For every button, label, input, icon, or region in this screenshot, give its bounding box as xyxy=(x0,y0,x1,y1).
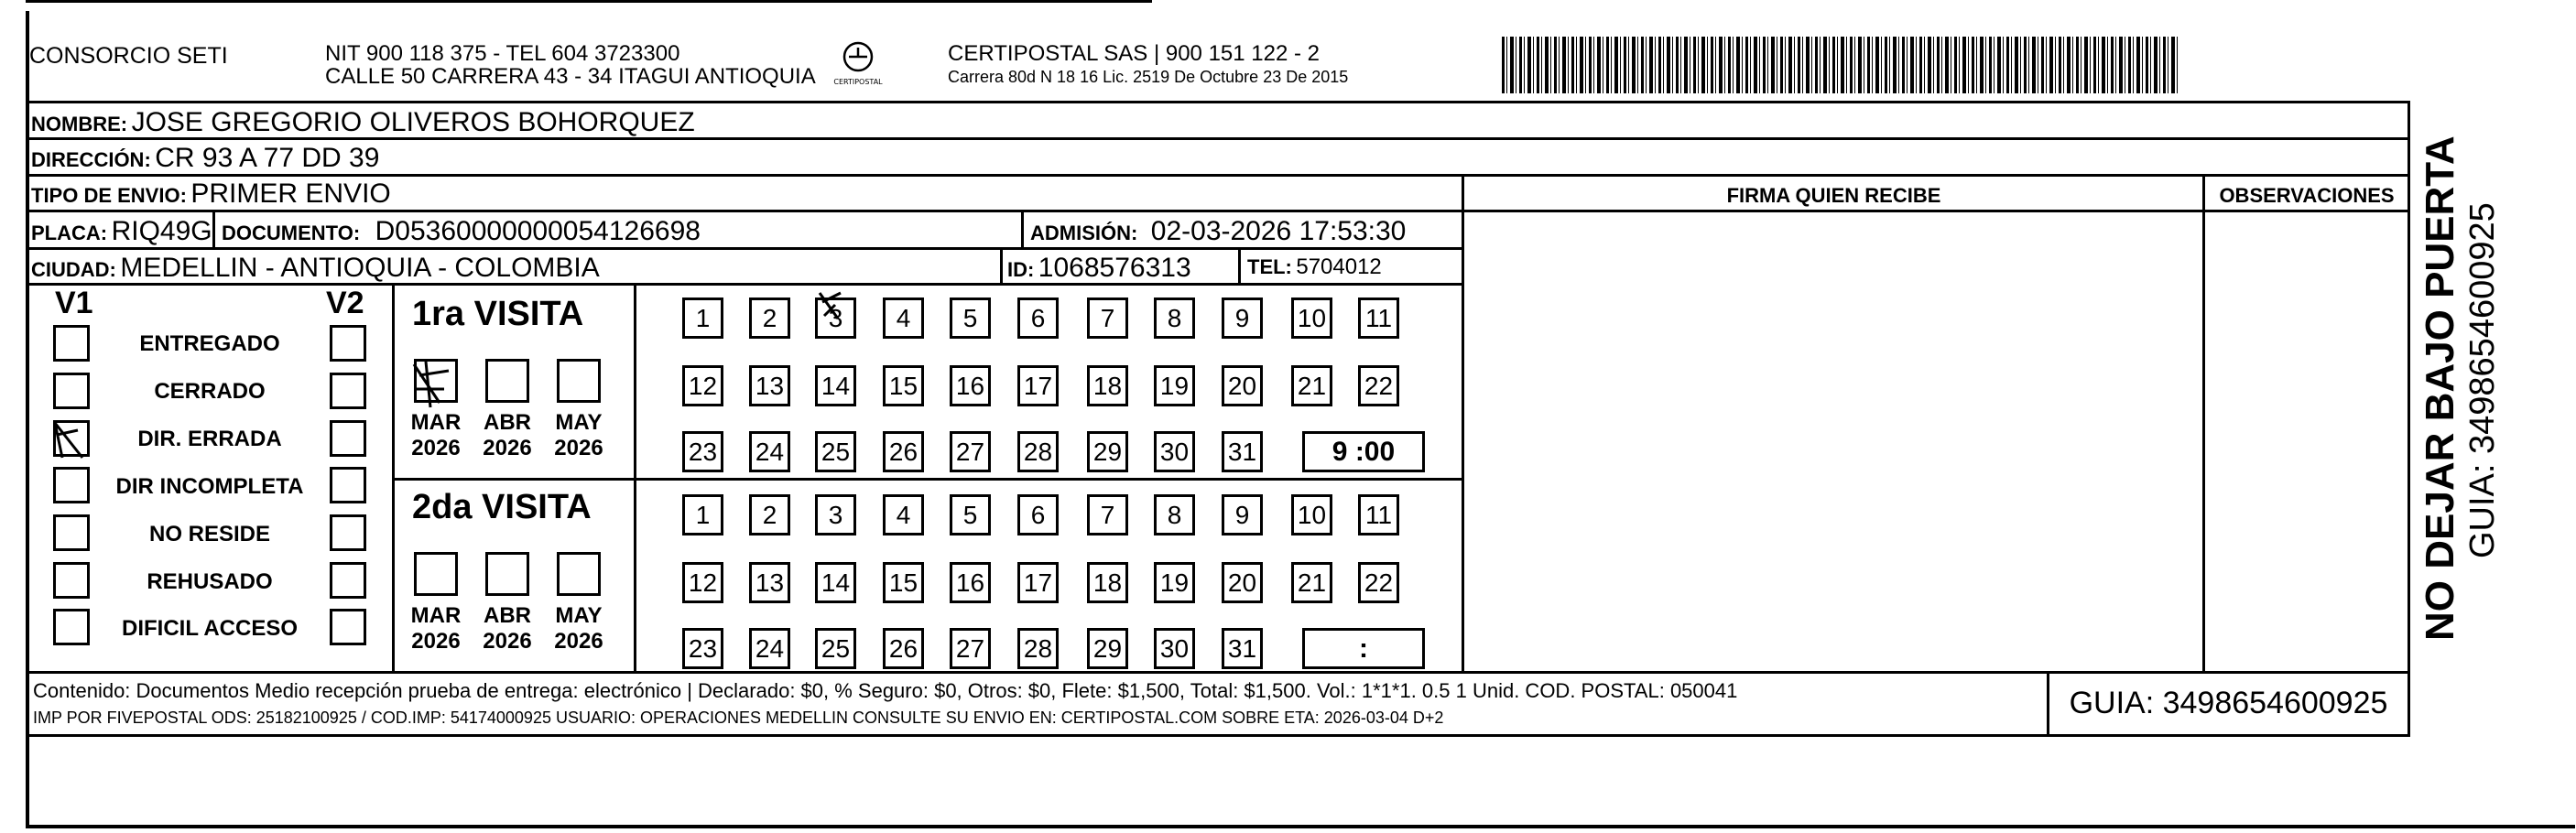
footer-content-line: Contenido: Documentos Medio recepción prueba de entrega: electrónico | Declarado: $0, % Seguro: $0, Otros: $0, Flete: $1,500, Total: $1,500. Vol.: 1*1*1. 0.5 1 Unid. COD. POSTAL: 050041 xyxy=(33,679,1738,702)
visit2-day-box[interactable]: 2 xyxy=(749,494,790,536)
visit2-day-box[interactable]: 9 xyxy=(1222,494,1263,536)
visit2-day-box[interactable]: 20 xyxy=(1222,562,1263,603)
visit2-day-box[interactable]: 7 xyxy=(1087,494,1128,536)
visit1-month-year: 2026 xyxy=(411,436,461,460)
mark-day-3 xyxy=(820,293,841,319)
visit1-day-box[interactable]: 27 xyxy=(950,431,991,472)
status-label: ENTREGADO xyxy=(139,331,280,356)
visit2-day-box[interactable]: 30 xyxy=(1154,628,1195,669)
admission-value: 02-03-2026 17:53:30 xyxy=(1150,216,1407,246)
signature-header: FIRMA QUIEN RECIBE xyxy=(1726,184,1941,207)
visit2-day-box[interactable]: 6 xyxy=(1017,494,1059,536)
visit1-day-box[interactable]: 31 xyxy=(1222,431,1263,472)
id-label: ID: xyxy=(1007,258,1035,281)
visit1-time-box[interactable]: 9 :00 xyxy=(1302,431,1425,472)
visit1-day-box[interactable]: 26 xyxy=(883,431,924,472)
address-value: CR 93 A 77 DD 39 xyxy=(155,143,380,173)
footer-imp-line: IMP POR FIVEPOSTAL ODS: 25182100925 / COD.IMP: 54174000925 USUARIO: OPERACIONES MEDELLIN CONSULTE SU ENVIO EN: CERTIPOSTAL.COM SOBRE ETA: 2026-03-04 D+2 xyxy=(33,709,1444,727)
visit2-day-box[interactable]: 13 xyxy=(749,562,790,603)
admission-label: ADMISIÓN: xyxy=(1030,222,1138,244)
company-name: CONSORCIO SETI xyxy=(29,43,228,69)
visit2-time-box[interactable]: : xyxy=(1302,628,1425,669)
visit2-day-box[interactable]: 21 xyxy=(1291,562,1332,603)
document-value: D05360000000054126698 xyxy=(375,216,701,246)
visit1-day-box[interactable]: 2 xyxy=(749,298,790,339)
visit1-day-box[interactable]: 3 xyxy=(815,298,856,339)
visit2-day-box[interactable]: 31 xyxy=(1222,628,1263,669)
visit1-month-year: 2026 xyxy=(554,436,603,460)
visit1-day-box[interactable]: 29 xyxy=(1087,431,1128,472)
visit2-day-box[interactable]: 19 xyxy=(1154,562,1195,603)
visit1-day-box[interactable]: 25 xyxy=(815,431,856,472)
id-value: 1068576313 xyxy=(1038,253,1191,283)
tel-value: 5704012 xyxy=(1296,254,1382,279)
logo-text: CERTIPOSTAL xyxy=(833,78,883,86)
visit1-month-name: MAR xyxy=(410,410,462,435)
visit1-day-box[interactable]: 4 xyxy=(883,298,924,339)
city-label: CIUDAD: xyxy=(31,258,116,281)
visit1-day-box[interactable]: 8 xyxy=(1154,298,1195,339)
send-type-label: TIPO DE ENVIO: xyxy=(31,184,187,207)
visit1-day-box[interactable]: 10 xyxy=(1291,298,1332,339)
send-type-value: PRIMER ENVIO xyxy=(190,178,391,209)
visit2-day-box[interactable]: 23 xyxy=(682,628,723,669)
visit2-day-box[interactable]: 15 xyxy=(883,562,924,603)
visit1-day-box[interactable]: 9 xyxy=(1222,298,1263,339)
visit2-day-box[interactable]: 8 xyxy=(1154,494,1195,536)
side-guide-number: GUIA: 3498654600925 xyxy=(2463,202,2502,558)
mark-month-mar xyxy=(414,362,449,407)
visit1-day-box[interactable]: 24 xyxy=(749,431,790,472)
visit2-day-box[interactable]: 5 xyxy=(950,494,991,536)
visit2-month-name: ABR xyxy=(484,603,531,628)
visit2-day-box[interactable]: 27 xyxy=(950,628,991,669)
name-label: NOMBRE: xyxy=(31,113,128,135)
visit2-month-name: MAR xyxy=(410,603,462,628)
mark-dir-errada xyxy=(55,423,82,458)
visit2-day-box[interactable]: 17 xyxy=(1017,562,1059,603)
courier-name: CERTIPOSTAL SAS | 900 151 122 - 2 xyxy=(948,41,1320,66)
visit1-month-name: MAY xyxy=(555,410,603,435)
visit2-day-box[interactable]: 11 xyxy=(1358,494,1399,536)
visit2-day-box[interactable]: 3 xyxy=(815,494,856,536)
nit-line: NIT 900 118 375 - TEL 604 3723300 xyxy=(325,41,680,66)
no-under-door-warning: NO DEJAR BAJO PUERTA xyxy=(2418,135,2462,641)
visit1-day-box[interactable]: 13 xyxy=(749,365,790,406)
visit1-day-box[interactable]: 19 xyxy=(1154,365,1195,406)
tel-label: TEL: xyxy=(1247,255,1292,278)
visit1-day-box[interactable]: 21 xyxy=(1291,365,1332,406)
v2-label: V2 xyxy=(326,286,364,320)
visit1-day-box[interactable]: 11 xyxy=(1358,298,1399,339)
status-label: CERRADO xyxy=(154,379,266,404)
plate-label: PLACA: xyxy=(31,222,108,244)
visit2-month-year: 2026 xyxy=(554,629,603,654)
visit1-month-year: 2026 xyxy=(483,436,532,460)
visit1-day-box[interactable]: 6 xyxy=(1017,298,1059,339)
status-label: DIR. ERRADA xyxy=(137,427,282,451)
visit1-day-box[interactable]: 15 xyxy=(883,365,924,406)
visit1-day-box[interactable]: 12 xyxy=(682,365,723,406)
visit2-day-box[interactable]: 24 xyxy=(749,628,790,669)
document-label: DOCUMENTO: xyxy=(222,222,361,244)
visit1-day-box[interactable]: 22 xyxy=(1358,365,1399,406)
visit2-day-box[interactable]: 28 xyxy=(1017,628,1059,669)
visit2-title: 2da VISITA xyxy=(412,488,592,526)
status-label: DIFICIL ACCESO xyxy=(121,616,298,641)
status-label: NO RESIDE xyxy=(148,522,271,546)
visit2-day-box[interactable]: 10 xyxy=(1291,494,1332,536)
address-label: DIRECCIÓN: xyxy=(31,148,151,171)
visit1-day-box[interactable]: 5 xyxy=(950,298,991,339)
visit1-day-box[interactable]: 23 xyxy=(682,431,723,472)
visit1-day-box[interactable]: 7 xyxy=(1087,298,1128,339)
visit2-day-box[interactable]: 14 xyxy=(815,562,856,603)
visit1-day-box[interactable]: 17 xyxy=(1017,365,1059,406)
visit1-day-box[interactable]: 16 xyxy=(950,365,991,406)
visit2-month-year: 2026 xyxy=(411,629,461,654)
visit1-month-name: ABR xyxy=(484,410,531,435)
visit2-day-box[interactable]: 16 xyxy=(950,562,991,603)
city-value: MEDELLIN - ANTIOQUIA - COLOMBIA xyxy=(120,253,600,283)
visit2-day-box[interactable]: 26 xyxy=(883,628,924,669)
guide-box: GUIA: 3498654600925 xyxy=(2047,671,2410,737)
footer-bottom-line xyxy=(26,734,2049,737)
visit2-day-box[interactable]: 12 xyxy=(682,562,723,603)
visit2-day-box[interactable]: 29 xyxy=(1087,628,1128,669)
visit1-day-box[interactable]: 1 xyxy=(682,298,723,339)
visit1-title: 1ra VISITA xyxy=(412,295,584,333)
visit2-month-year: 2026 xyxy=(483,629,532,654)
visit1-day-box[interactable]: 14 xyxy=(815,365,856,406)
visit2-day-box[interactable]: 18 xyxy=(1087,562,1128,603)
observations-header: OBSERVACIONES xyxy=(2219,184,2395,207)
status-label: DIR INCOMPLETA xyxy=(115,474,304,499)
visit2-month-name: MAY xyxy=(555,603,603,628)
v1-label: V1 xyxy=(55,286,93,320)
visit1-day-box[interactable]: 30 xyxy=(1154,431,1195,472)
courier-address: Carrera 80d N 18 16 Lic. 2519 De Octubre 23 De 2015 xyxy=(948,68,1349,86)
visit1-day-box[interactable]: 28 xyxy=(1017,431,1059,472)
visit2-day-box[interactable]: 22 xyxy=(1358,562,1399,603)
visit1-day-box[interactable]: 18 xyxy=(1087,365,1128,406)
plate-value: RIQ49G xyxy=(111,216,212,246)
visit2-day-box[interactable]: 25 xyxy=(815,628,856,669)
visit1-day-box[interactable]: 20 xyxy=(1222,365,1263,406)
name-value: JOSE GREGORIO OLIVEROS BOHORQUEZ xyxy=(131,107,695,137)
address-line: CALLE 50 CARRERA 43 - 34 ITAGUI ANTIOQUIA xyxy=(325,64,816,89)
status-label: REHUSADO xyxy=(147,569,273,594)
visit2-day-box[interactable]: 1 xyxy=(682,494,723,536)
visit2-day-box[interactable]: 4 xyxy=(883,494,924,536)
